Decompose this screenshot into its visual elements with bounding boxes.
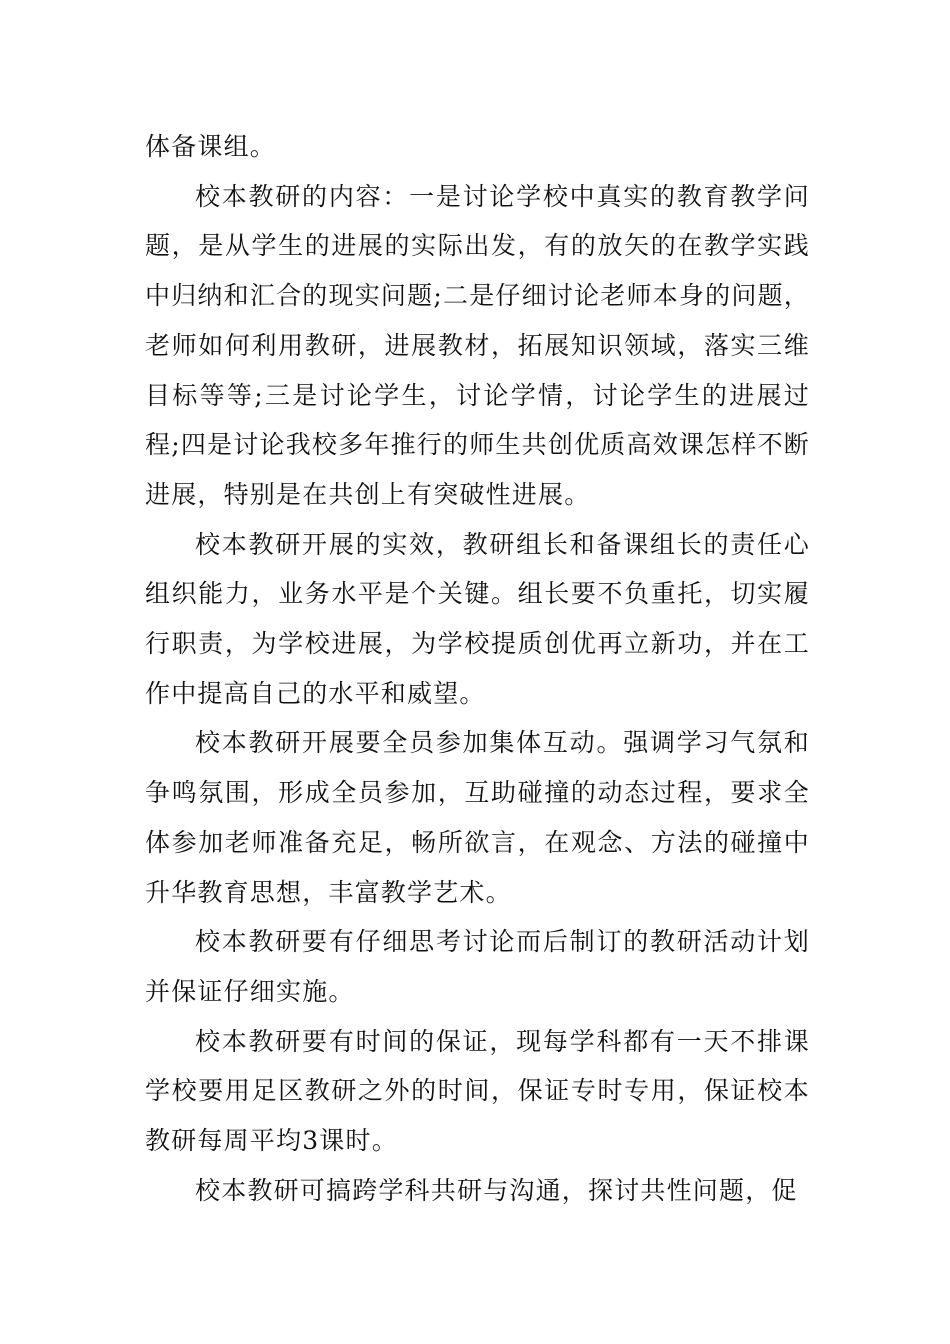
paragraph-cross-subject: 校本教研可搞跨学科共研与沟通，探讨共性问题，促: [195, 1175, 798, 1205]
paragraph-activity-plan: 校本教研要有仔细思考讨论而后制订的教研活动计划并保证仔细实施。: [145, 927, 810, 1006]
paragraph-research-content: 校本教研的内容：一是讨论学校中真实的教育教学问题，是从学生的进展的实际出发，有的放矢的在教学实践中归纳和汇合的现实问题;二是仔细讨论老师本身的问题，老师如何利用教研，进展教材，拓展知识领域，落实三维目标等等;三是讨论学生，讨论学情，讨论学生的进展过程;四是讨论我校多年推行的师生共创优质高效课怎样不断进展，特别是在共创上有突破性进展。: [145, 181, 810, 509]
paragraph-full-participation: 校本教研开展要全员参加集体互动。强调学习气氛和争鸣氛围，形成全员参加，互助碰撞的动态过程，要求全体参加老师准备充足，畅所欲言，在观念、方法的碰撞中升华教育思想，丰富教学艺术。: [145, 728, 810, 907]
paragraph-time-guarantee: 校本教研要有时间的保证，现每学科都有一天不排课学校要用足区教研之外的时间，保证专时专用，保证校本教研每周平均3课时。: [145, 1026, 810, 1156]
document-page: [145, 122, 810, 1215]
paragraph-group-leader: 校本教研开展的实效，教研组长和备课组长的责任心组织能力，业务水平是个关键。组长要不负重托，切实履行职责，为学校进展，为学校提质创优再立新功，并在工作中提高自己的水平和威望。: [145, 529, 810, 708]
paragraph-continued: 体备课组。: [145, 132, 277, 161]
